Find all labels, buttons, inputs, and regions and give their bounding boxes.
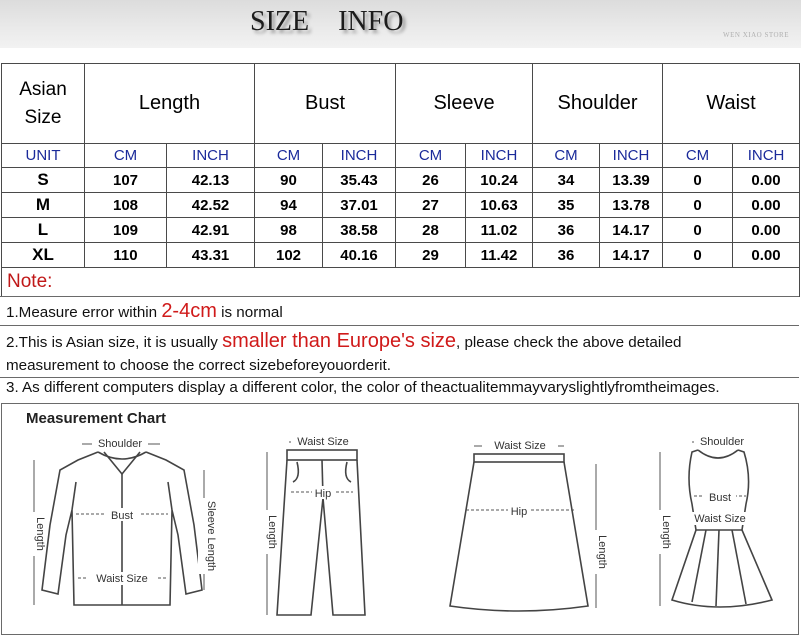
- unit-cm: CM: [85, 144, 167, 168]
- note2-highlight: smaller than Europe's size: [222, 330, 457, 352]
- table-row: [2, 218, 800, 243]
- sleeve-cm: 27: [396, 193, 466, 218]
- shoulder-cm: 34: [533, 168, 600, 193]
- divider: [0, 296, 799, 297]
- divider: [0, 325, 799, 326]
- shoulder-inch: 13.39: [600, 168, 663, 193]
- size-name: L: [2, 218, 85, 243]
- header-bust: Bust: [255, 64, 396, 144]
- header-asian-size: [2, 64, 85, 144]
- measurement-chart-title: Measurement Chart: [26, 410, 167, 427]
- shoulder-cm: 35: [533, 193, 600, 218]
- divider: [0, 377, 799, 378]
- skirt-diagram: [442, 430, 612, 630]
- unit-cm: CM: [396, 144, 466, 168]
- skirt-length-label: Length: [596, 535, 608, 569]
- shoulder-inch: 14.17: [600, 218, 663, 243]
- unit-cm: CM: [255, 144, 323, 168]
- unit-cm: CM: [663, 144, 733, 168]
- sleeve-cm: 29: [396, 243, 466, 268]
- length-cm: 107: [85, 168, 167, 193]
- table-row: [2, 193, 800, 218]
- table-header-row: [2, 64, 800, 144]
- bust-cm: 90: [255, 168, 323, 193]
- table-row: [2, 243, 800, 268]
- header-shoulder: Shoulder: [533, 64, 663, 144]
- waist-inch: 0.00: [733, 243, 800, 268]
- header-length: Length: [85, 64, 255, 144]
- table-row: [2, 168, 800, 193]
- sleeve-inch: 11.42: [466, 243, 533, 268]
- sleeve-inch: 10.24: [466, 168, 533, 193]
- sleeve-cm: 26: [396, 168, 466, 193]
- unit-inch: INCH: [600, 144, 663, 168]
- length-inch: 42.52: [167, 193, 255, 218]
- shirt-shoulder-label: Shoulder: [97, 438, 143, 450]
- bust-inch: 38.58: [323, 218, 396, 243]
- waist-inch: 0.00: [733, 218, 800, 243]
- note-line-2-continued: measurement to choose the correct sizebeforeyouorderit.: [6, 357, 391, 374]
- note2-text-end: , please check the above detailed: [456, 334, 682, 351]
- pants-diagram: [247, 430, 377, 630]
- note-label-row: [2, 268, 800, 297]
- header-asian-size-line1: Asian: [19, 78, 67, 100]
- note-line-3: 3. As different computers display a different color, the color of theactualitemmayvaryslightlyfromtheimages.: [6, 379, 720, 396]
- waist-cm: 0: [663, 168, 733, 193]
- bust-inch: 40.16: [323, 243, 396, 268]
- header-waist: Waist: [663, 64, 800, 144]
- shirt-sleeve-label: Sleeve Length: [205, 500, 217, 572]
- length-cm: 108: [85, 193, 167, 218]
- waist-cm: 0: [663, 193, 733, 218]
- note1-highlight: 2-4cm: [161, 300, 217, 322]
- dress-bust-label: Bust: [708, 492, 732, 504]
- pants-waist-label: Waist Size: [297, 436, 349, 448]
- waist-cm: 0: [663, 218, 733, 243]
- sleeve-inch: 11.02: [466, 218, 533, 243]
- bust-inch: 35.43: [323, 168, 396, 193]
- waist-inch: 0.00: [733, 168, 800, 193]
- shoulder-inch: 13.78: [600, 193, 663, 218]
- shoulder-inch: 14.17: [600, 243, 663, 268]
- sleeve-cm: 28: [396, 218, 466, 243]
- note1-text: 1.Measure error within: [6, 304, 162, 321]
- store-watermark: WEN XIAO STORE: [723, 31, 789, 39]
- note-label: Note:: [7, 271, 53, 292]
- length-inch: 42.13: [167, 168, 255, 193]
- shirt-diagram: [20, 430, 225, 630]
- unit-cm: CM: [533, 144, 600, 168]
- unit-inch: INCH: [323, 144, 396, 168]
- dress-shoulder-label: Shoulder: [699, 436, 745, 448]
- waist-cm: 0: [663, 243, 733, 268]
- note2-text: 2.This is Asian size, it is usually: [6, 334, 223, 351]
- unit-inch: INCH: [167, 144, 255, 168]
- dress-length-label: Length: [660, 515, 672, 549]
- sleeve-inch: 10.63: [466, 193, 533, 218]
- unit-label: UNIT: [2, 144, 85, 168]
- length-cm: 110: [85, 243, 167, 268]
- shoulder-cm: 36: [533, 218, 600, 243]
- page-title: SIZE INFO: [250, 6, 404, 37]
- length-cm: 109: [85, 218, 167, 243]
- shirt-length-label: Length: [34, 517, 46, 551]
- skirt-waist-label: Waist Size: [494, 440, 546, 452]
- header-asian-size-line2: Size: [24, 106, 62, 128]
- shirt-bust-label: Bust: [110, 510, 134, 522]
- table-unit-row: [2, 144, 800, 168]
- size-name: M: [2, 193, 85, 218]
- note-line-1: [0, 300, 799, 323]
- skirt-hip-label: Hip: [510, 506, 528, 518]
- bust-cm: 98: [255, 218, 323, 243]
- header-sleeve: Sleeve: [396, 64, 533, 144]
- size-name: S: [2, 168, 85, 193]
- note1-text-end: is normal: [216, 304, 283, 321]
- length-inch: 43.31: [167, 243, 255, 268]
- pants-hip-label: Hip: [314, 488, 332, 500]
- pants-length-label: Length: [266, 515, 278, 549]
- shoulder-cm: 36: [533, 243, 600, 268]
- length-inch: 42.91: [167, 218, 255, 243]
- shirt-waist-label: Waist Size: [96, 573, 148, 585]
- unit-inch: INCH: [733, 144, 800, 168]
- note-label-cell: [2, 268, 800, 297]
- waist-inch: 0.00: [733, 193, 800, 218]
- size-name: XL: [2, 243, 85, 268]
- note-line-2: [0, 330, 799, 353]
- bust-inch: 37.01: [323, 193, 396, 218]
- dress-waist-label: Waist Size: [694, 513, 746, 525]
- measurement-chart: [1, 403, 799, 635]
- unit-inch: INCH: [466, 144, 533, 168]
- size-table: [1, 63, 800, 297]
- dress-diagram: [642, 430, 792, 630]
- bust-cm: 94: [255, 193, 323, 218]
- bust-cm: 102: [255, 243, 323, 268]
